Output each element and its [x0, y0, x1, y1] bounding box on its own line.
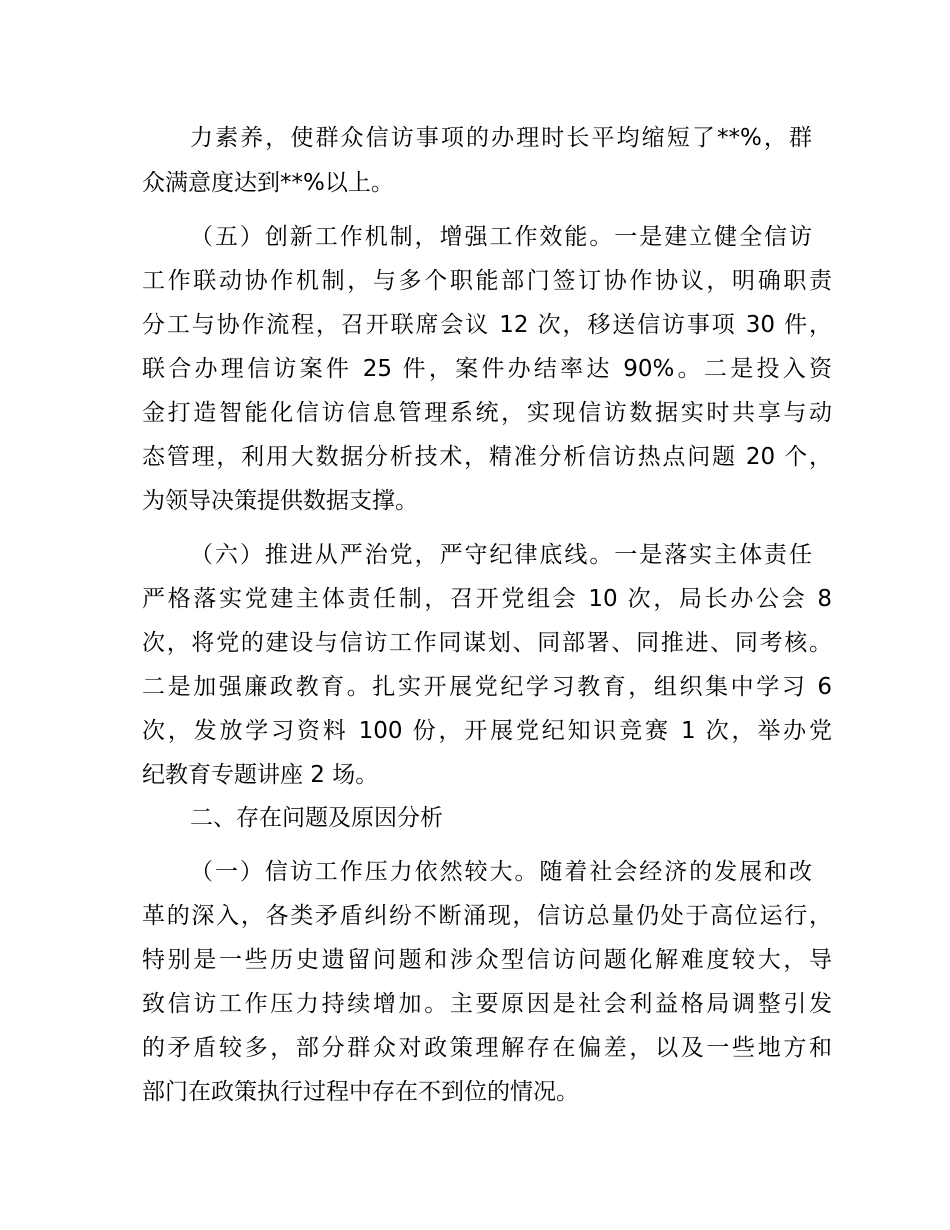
text-line: 致信访工作压力持续增加。主要原因是社会利益格局调整引发: [142, 991, 832, 1017]
text-line: 次，将党的建设与信访工作同谋划、同部署、同推进、同考核。: [142, 630, 832, 656]
text-line: 联合办理信访案件 25 件，案件办结率达 90%。二是投入资: [142, 356, 832, 382]
text-line: 二是加强廉政教育。扎实开展党纪学习教育，组织集中学习 6: [142, 674, 832, 700]
text-line: 态管理，利用大数据分析技术，精准分析信访热点问题 20 个，: [142, 444, 832, 470]
text-line: 革的深入，各类矛盾纠纷不断涌现，信访总量仍处于高位运行，: [142, 903, 832, 929]
text-line: 次，发放学习资料 100 份，开展党纪知识竞赛 1 次，举办党: [142, 718, 832, 744]
text-line: 分工与协作流程，召开联席会议 12 次，移送信访事项 30 件，: [142, 312, 832, 338]
text-line: 纪教育专题讲座 2 场。: [142, 762, 379, 788]
problem-1-heading-line: （一）信访工作压力依然较大。随着社会经济的发展和改: [190, 859, 812, 885]
text-line: 金打造智能化信访信息管理系统，实现信访数据实时共享与动: [142, 400, 832, 426]
text-line: 众满意度达到**%以上。: [142, 170, 394, 196]
section-6-heading-line: （六）推进从严治党，严守纪律底线。一是落实主体责任: [190, 542, 812, 568]
text-line: 严格落实党建主体责任制，召开党组会 10 次，局长办公会 8: [142, 586, 832, 612]
text-line: 为领导决策提供数据支撑。: [142, 488, 418, 514]
section-heading-problems: 二、存在问题及原因分析: [190, 805, 443, 831]
text-line: 部门在政策执行过程中存在不到位的情况。: [142, 1079, 579, 1105]
text-line: 力素养，使群众信访事项的办理时长平均缩短了**%，群: [190, 125, 812, 151]
text-line: 特别是一些历史遗留问题和涉众型信访问题化解难度较大，导: [142, 947, 832, 973]
text-line: 工作联动协作机制，与多个职能部门签订协作协议，明确职责: [142, 268, 832, 294]
text-line: 的矛盾较多，部分群众对政策理解存在偏差，以及一些地方和: [142, 1035, 832, 1061]
section-5-heading-line: （五）创新工作机制，增强工作效能。一是建立健全信访: [190, 224, 812, 250]
